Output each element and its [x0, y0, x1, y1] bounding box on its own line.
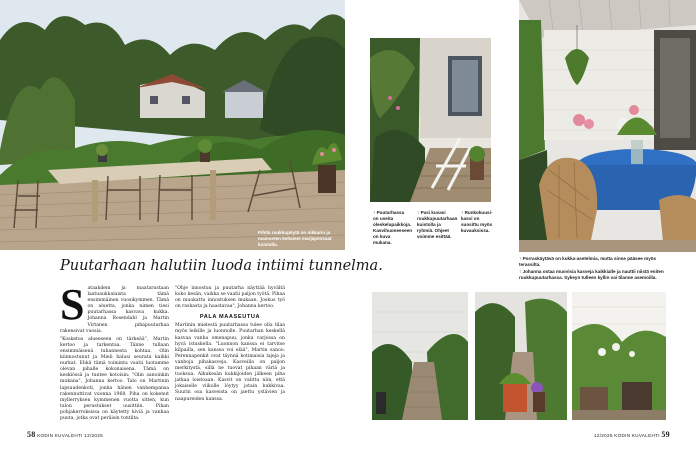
left-page-number: 58	[27, 430, 36, 439]
stairs-caption-right: ↑ Runkokuusi-kasvi on suosittu myös kuvauksissa.	[461, 210, 493, 233]
stairs-caption-left: ↑ Puutarhassa on useita oleskelupaikkoja. Kasvihuoneeseen on kuva mukana.	[373, 210, 413, 245]
garden-path-image-2	[475, 292, 567, 420]
porch-caption-2: ↑ Johanna ostaa muovisia kasveja kaikkialle ja nauttii niistä eniten ruukkupuutarhassa. Sykeyn tulleen kyllin vai tilanne asemoilla.	[519, 269, 664, 280]
article-column-2-lead: "Ohje innostuu ja puutarha näyttää hyvältä koko kesän, vaikka se vaatii paljon työtä. Pihaa on muokattu innostuksen mukaan. Joskus työ on raskasta ja haastavaa", Johanna kertoo.	[175, 286, 285, 310]
potted-plants-image	[572, 292, 666, 420]
article-column-1	[60, 280, 169, 422]
stairs-caption-middle: ↑ Pasi kuvasi ruukkupuutarhaan kuistolla ja ryhmiä. Ohjeet voimme esittää.	[417, 210, 458, 239]
terrace-photo-caption: Pihtiä ruukkupöytä on nikkarin ja mainosten keltaiset marjapensaat kuistolla.	[258, 230, 332, 247]
terrace-photo	[0, 0, 345, 250]
right-page-number: 59	[661, 430, 670, 439]
entrance-stairs-image	[370, 38, 491, 202]
entrance-stairs-photo	[370, 38, 491, 202]
right-page-folio	[594, 430, 670, 439]
article-intro-paragraph	[60, 280, 169, 335]
porch-image	[519, 0, 696, 252]
article-column-1-body: "Kosketus alueeseen on tärkeää", Martin kertoo ja tarkentaa. Tänne tullaan ensimmäisenä tuhannesta kohtaa. Olin kiinnostunut ja Mieli halusi seurata kaikki nurkat. Ehkä tämä toiminta vaatii luotamme olevan pihalle kokonaisena. Tämä on keskiössä ja tuntee kotoisin: "Olin sanoinkin mukana", Johanna kertoo. Talo on Martinin lapsuudenkoti, jonka hänen vanhempansa rakennuttivat vuonna 1968. Piha on kokenut myllerryksen kymmenen vuotta sitten, kun talon perustukset uusittiin. Pihan pohjakerroksissa on käytetty kiviä ja vanhaa puuta, jotka ovat peräisin tontilta.	[60, 336, 169, 421]
porch-caption-1: ↑ Porraskäytävä on kukka-asetelmia, mutta sinne pääsee myös terassilta.	[519, 256, 657, 267]
garden-path-photo-1	[372, 292, 468, 420]
left-page-folio	[27, 430, 103, 439]
potted-plants-photo	[572, 292, 666, 420]
terrace-photo-image	[0, 0, 345, 250]
drop-cap: S	[60, 280, 85, 329]
left-folio-label: KODIN KUVALEHTI 12/2025	[37, 433, 103, 438]
article-headline: Puutarhaan halutiin luoda intiimi tunnelma.	[60, 258, 383, 274]
garden-path-image-1	[372, 292, 468, 420]
article-subheading: PALA MAASEUTUA	[199, 314, 261, 321]
garden-path-photo-2	[475, 292, 567, 420]
porch-photo	[519, 0, 696, 252]
article-intro-text: ataakdem ja maatarustaan laatuaukkalaista tämä ensimmäinen vuosikymmen. Tämä on aluetta, jonka nimen tiesi puutarhassa kasvava kukka. Johanna Rosendahl ja Martin Virtanen pihapuutarhaa rakensivat vuosia.	[60, 286, 169, 334]
right-folio-label: 12/2025 KODIN KUVALEHTI	[594, 433, 660, 438]
article-column-2	[175, 286, 285, 403]
article-column-2-body: Martinin mielestä puutarhassa tulee olla tilaa myös leikille ja luonnolle. Puutarhan keskellä kasvaa vanha omenapuu, jonka varjossa on hyvä istuskella. "Luonnon kanssa ei tarvitse kilpailla, sen kanssa voi elää", Martin sanoo. Perennapenkit ovat täynnä kotimaisia lajeja ja vanhoja pihakasveja. Kasveilla on paljon merkitystä, sillä ne tuovat pihaan väriä ja tuoksua. Alkukesän kukkijoiden jälkeen piha jatkaa loistoaan. Kasvit on valittu niin, että jokaiselle viikolle löytyy jotain kukkivaa. Suurin osa kasveista on jaettu ystävien ja naapureiden kanssa.	[175, 323, 285, 402]
